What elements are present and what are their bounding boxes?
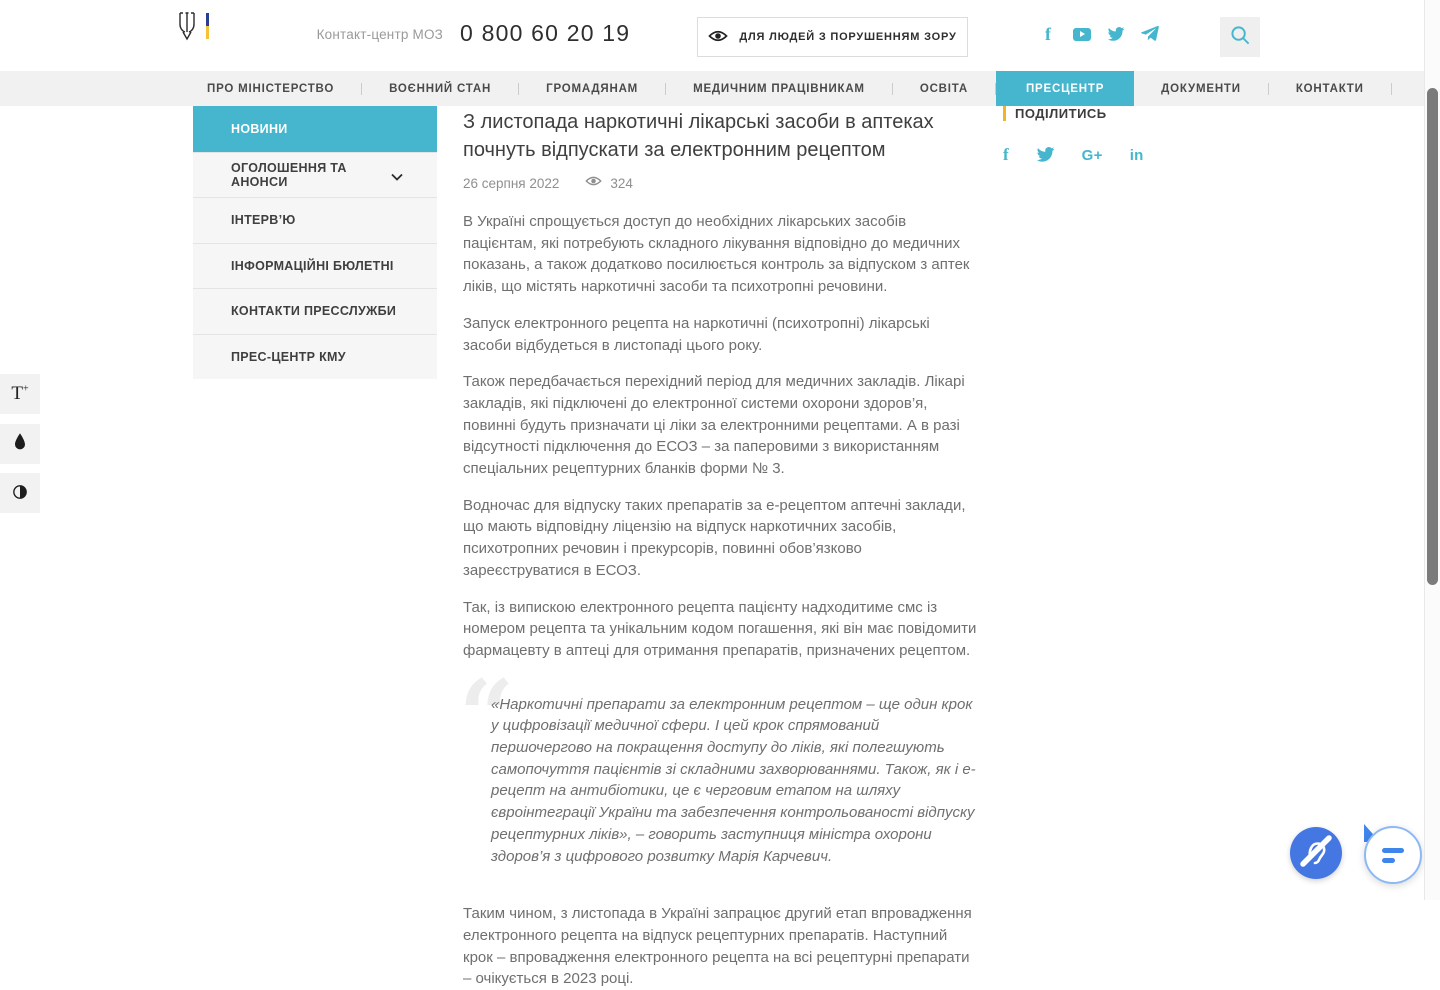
article-meta [463,174,977,192]
hearing-accessibility-icon [1290,825,1342,882]
sidebar-item-kontakty-pressluzhby[interactable] [193,288,437,334]
article-paragraph: Водночас для відпуску таких препаратів за е-рецептом аптечні заклади, що мають відповідну ліцензію на відпуск наркотичних засобів, психотропних речовин і прекурсорів, повинні обов’язково зареєструватися в ЕСОЗ. [463,496,966,579]
views-counter [585,174,633,192]
nav-item-dokumenty[interactable]: ДОКУМЕНТИ [1161,82,1241,95]
moz-logo[interactable] [176,11,209,46]
share-title: ПОДІЛИТИСЬ [1003,106,1163,121]
nav-item-hromadianam[interactable]: ГРОМАДЯНАМ [546,82,639,95]
nav-item-pro-ministerstvo[interactable]: ПРО МІНІСТЕРСТВО [207,82,335,95]
sidebar-item-pres-tsentr-kmu[interactable] [193,334,437,380]
nav-item-osvita[interactable]: ОСВІТА [919,82,968,95]
chat-icon [1364,826,1422,884]
scrollbar-track[interactable] [1424,0,1440,900]
quote-mark-icon: “ [459,658,515,772]
press-center-sidebar [193,106,437,379]
chevron-down-icon [391,170,403,184]
font-size-button[interactable] [0,374,40,414]
vision-impaired-button[interactable] [697,17,968,57]
sidebar-item-novyny[interactable] [193,106,437,152]
sidebar-item-label: ІНТЕРВ’Ю [231,213,296,228]
article-date: 26 серпня 2022 [463,175,560,191]
search-button[interactable] [1220,17,1260,57]
article [459,106,977,990]
nav-item-medychnym-pratsivnykam[interactable]: МЕДИЧНИМ ПРАЦІВНИКАМ [693,82,865,95]
contrast-button[interactable] [0,473,40,513]
sidebar-item-label: ІНФОРМАЦІЙНІ БЮЛЕТНІ [231,258,394,273]
nav-item-voyennyi-stan[interactable]: ВОЄННИЙ СТАН [389,82,492,95]
views-eye-icon [585,174,602,192]
share-column [1003,106,1163,165]
nav-item-kontakty[interactable]: КОНТАКТИ [1295,82,1364,95]
facebook-icon[interactable]: f [1045,23,1051,44]
share-linkedin-icon[interactable]: in [1129,146,1144,164]
sidebar-item-interviu[interactable] [193,197,437,243]
quote-text: «Наркотичні препарати за електронним рецептом – ще один крок у цифровізації медичної сфери. І цей крок спрямований першочергово на покращення доступу до ліків, які полегшують самопочуття пацієнтів зі складними захворюваннями. Також, як і е-рецепт на антибіотики, це є черговим етапом на шляху євроінтеграції України та забезпечення контрольованості відпуску рецептурних ліків», – говорить заступниця міністра охорони здоров’я з цифрового розвитку Марія Карчевич. [491,695,976,865]
accessibility-toolbar [0,374,40,523]
chat-widget-button[interactable] [1364,826,1422,884]
nav-item-prestsentr-active[interactable]: ПРЕСЦЕНТР [996,71,1134,106]
telegram-icon[interactable] [1140,24,1160,44]
trident-icon [176,11,198,46]
color-saturation-button[interactable] [0,424,40,464]
twitter-icon[interactable] [1106,24,1126,44]
quote-block [459,658,977,868]
sidebar-item-biuleteni[interactable] [193,243,437,289]
contrast-icon [11,483,29,504]
article-paragraph: В Україні спрощується доступ до необхідних лікарських засобів пацієнтам, які потребують складного лікування відповідно до медичних показань, а також додатково посилюється контроль за відпуском з аптек ліків, що містять наркотичні засоби та психотропні речовини. [463,213,970,296]
views-count: 324 [610,175,633,191]
hearing-accessibility-button[interactable] [1290,827,1342,879]
droplet-icon [12,432,28,455]
sidebar-item-label: КОНТАКТИ ПРЕССЛУЖБИ [231,304,397,319]
contact-phone-number: 0 800 60 20 19 [460,20,631,46]
share-icons [1003,145,1163,165]
flag-bar-icon [206,13,209,39]
scrollbar-thumb[interactable] [1427,88,1438,585]
article-title: З листопада наркотичні лікарські засоби в аптеках почнуть відпускати за електронним рецептом [463,111,934,161]
sidebar-item-label: НОВИНИ [231,121,288,136]
eye-icon [708,29,728,46]
site-header [0,0,1424,71]
article-paragraph: Запуск електронного рецепта на наркотичні (психотропні) лікарські засоби відбудеться в листопаді цього року. [463,314,930,354]
sidebar-item-label: ОГОЛОШЕННЯ ТА АНОНСИ [231,160,347,189]
font-size-icon: T+ [11,383,29,404]
sidebar-item-oholoshennia[interactable] [193,152,437,198]
share-facebook-icon[interactable]: f [1003,145,1009,164]
article-paragraph: Таким чином, з листопада в Україні запрацює другий етап впровадження електронного рецепта на відпуск рецептурних препаратів. Наступний крок – впровадження електронного рецепта на всі рецептурні препарати – очікується в 2023 році. [463,905,972,988]
youtube-icon[interactable] [1072,24,1092,44]
vision-impaired-label: ДЛЯ ЛЮДЕЙ З ПОРУШЕННЯМ ЗОРУ [739,31,957,43]
main-nav [0,71,1424,106]
article-paragraph: Так, із випискою електронного рецепта пацієнту надходитиме смс із номером рецепта та унікальним кодом погашення, які він має повідомити фармацевту в аптеці для отримання препаратів, призначених рецептом. [463,598,977,659]
header-social-links [1038,24,1160,44]
sidebar-item-label: ПРЕС-ЦЕНТР КМУ [231,349,346,364]
contact-center-label: Контакт-центр МОЗ [316,27,443,42]
nav-divider [1391,83,1392,95]
share-twitter-icon[interactable] [1036,147,1055,163]
share-googleplus-icon[interactable]: G+ [1081,146,1103,164]
search-icon [1230,25,1251,49]
article-paragraph: Також передбачається перехідний період для медичних закладів. Лікарі закладів, які підключені до електронної системи охорони здоров’я, повинні будуть призначати ці ліки за електронними рецептами. А в разі відсутності підключення до ЕСОЗ – за паперовими з використанням спеціальних рецептурних бланків форми № 3. [463,373,965,478]
